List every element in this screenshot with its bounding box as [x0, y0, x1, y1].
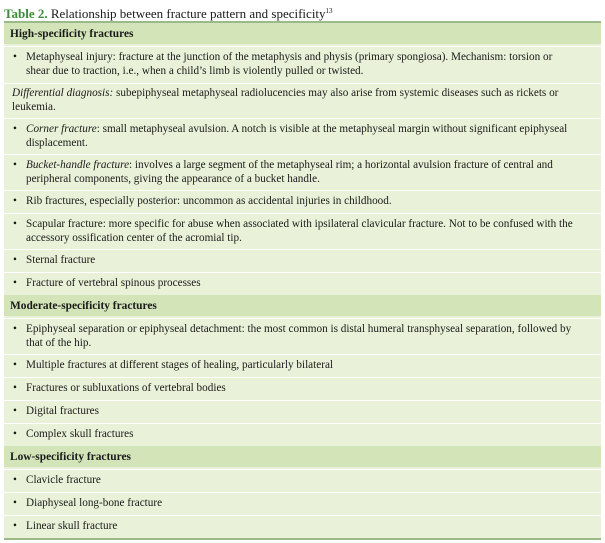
section-header-high: High-specificity fractures: [4, 23, 601, 44]
differential-diagnosis-text: Differential diagnosis: subepiphyseal metaphyseal radiolucencies may also arise from systemic diseases such as rickets or leukemia.: [12, 87, 559, 113]
table-row: [4, 318, 601, 352]
row-text: Linear skull fracture: [26, 520, 118, 532]
table-row: [4, 272, 601, 292]
table-title: Relationship between fracture pattern and specificity: [47, 6, 326, 21]
table-row: [4, 249, 601, 269]
table-row: [4, 83, 601, 114]
table-row: [4, 400, 601, 420]
row-text: Sternal fracture: [26, 254, 96, 266]
bullet-icon: •: [13, 497, 17, 509]
section-header-moderate: Moderate-specificity fractures: [4, 295, 601, 316]
row-text: Epiphyseal separation or epiphyseal detachment: the most common is distal humeral transphyseal separation, followed by that of the hip.: [26, 323, 572, 349]
table-row: [4, 154, 601, 188]
row-text: Rib fractures, especially posterior: uncommon as accidental injuries in childhood.: [26, 195, 392, 207]
table-row: [4, 423, 601, 443]
bullet-icon: •: [13, 51, 17, 63]
corner-fracture-label: Corner fracture: [26, 123, 97, 135]
bullet-icon: •: [13, 277, 17, 289]
bullet-icon: •: [13, 382, 17, 394]
table-row: [4, 492, 601, 512]
bullet-icon: •: [13, 359, 17, 371]
reference-superscript: 13: [325, 7, 333, 15]
fracture-specificity-table: [4, 21, 601, 540]
bucket-handle-label: Bucket-handle fracture: [26, 159, 130, 171]
bullet-icon: •: [13, 520, 17, 532]
table-row: [4, 469, 601, 489]
row-text: Metaphyseal injury: fracture at the junction of the metaphysis and physis (primary spongiosa). Mechanism: torsion or shear due to traction, i.e., when a child’s limb is violently pulled or twisted.: [26, 51, 553, 77]
table-row: [4, 118, 601, 152]
table-row: [4, 46, 601, 82]
bullet-icon: •: [13, 123, 17, 135]
row-text: Fractures or subluxations of vertebral bodies: [26, 382, 226, 394]
row-text: Diaphyseal long-bone fracture: [26, 497, 163, 509]
row-text: Complex skull fractures: [26, 428, 134, 440]
row-text: Bucket-handle fracture: involves a large segment of the metaphyseal rim; a horizontal avulsion fracture of central and peripheral components, giving the appearance of a bucket handle.: [26, 159, 553, 185]
bullet-icon: •: [13, 405, 17, 417]
row-text: Fracture of vertebral spinous processes: [26, 277, 201, 289]
bullet-icon: •: [13, 195, 17, 207]
bullet-icon: •: [13, 323, 17, 335]
row-text: Multiple fractures at different stages of healing, particularly bilateral: [26, 359, 334, 371]
bullet-icon: •: [13, 428, 17, 440]
bullet-icon: •: [13, 254, 17, 266]
differential-diagnosis-label: Differential diagnosis:: [12, 87, 114, 99]
bullet-icon: •: [13, 218, 17, 230]
bullet-icon: •: [13, 159, 17, 171]
table-row: [4, 190, 601, 210]
bullet-icon: •: [13, 474, 17, 486]
row-text: Scapular fracture: more specific for abuse when associated with ipsilateral clavicular fracture. Not to be confused with the accessory ossification center of the acromial tip.: [26, 218, 573, 244]
table-row: [4, 377, 601, 397]
row-text: Corner fracture: small metaphyseal avulsion. A notch is visible at the metaphyseal margin without significant epiphyseal displacement.: [26, 123, 568, 149]
table-label: Table 2.: [4, 6, 48, 21]
row-text: Digital fractures: [26, 405, 99, 417]
row-text: Clavicle fracture: [26, 474, 101, 486]
table-row: [4, 213, 601, 247]
table-row: [4, 354, 601, 374]
table-caption: [4, 3, 333, 22]
section-header-low: Low-specificity fractures: [4, 446, 601, 467]
table-row: [4, 515, 601, 538]
